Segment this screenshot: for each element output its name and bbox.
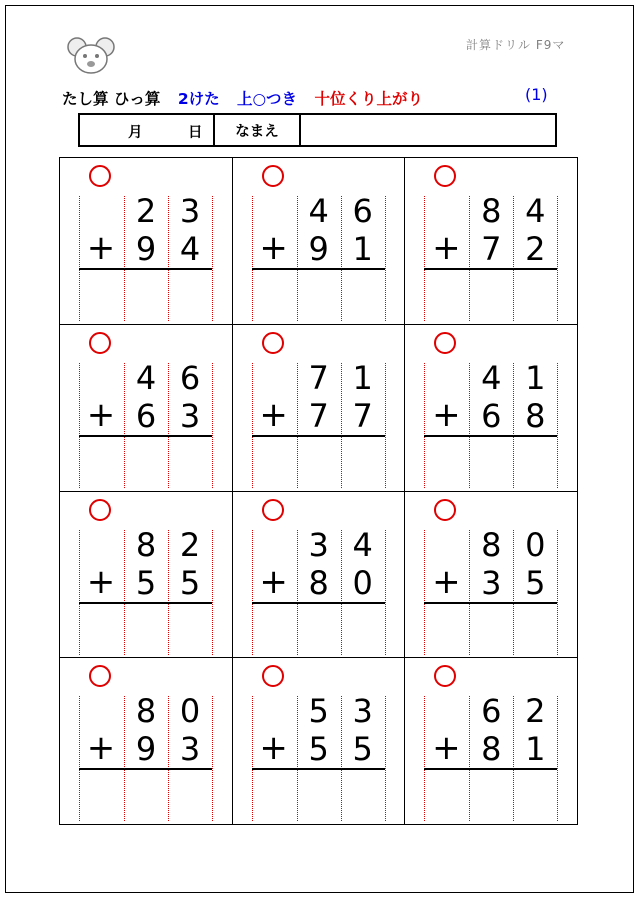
- bottom-digit: 8: [308, 563, 329, 602]
- sum-line: [79, 268, 212, 270]
- column-guide: [212, 363, 213, 488]
- name-field[interactable]: [301, 115, 555, 145]
- plus-sign: +: [259, 394, 288, 435]
- plus-sign: +: [432, 561, 461, 602]
- carry-circle[interactable]: [262, 665, 284, 687]
- carry-circle[interactable]: [89, 665, 111, 687]
- bottom-digit: 9: [135, 230, 157, 268]
- bottom-digit: 9: [135, 730, 157, 769]
- sum-line: [79, 602, 212, 604]
- bottom-digit: 5: [352, 730, 373, 769]
- bottom-digit: 7: [308, 396, 329, 435]
- carry-circle[interactable]: [262, 499, 284, 521]
- problem-cell: [60, 158, 233, 325]
- top-digit: 6: [352, 192, 373, 230]
- top-digit: 6: [481, 692, 502, 731]
- answer-area[interactable]: [424, 605, 557, 650]
- bottom-digit: 1: [525, 730, 546, 769]
- top-digit: 4: [481, 358, 502, 397]
- mouse-mascot-icon: [66, 36, 116, 76]
- column-guide: [385, 363, 386, 488]
- carry-circle[interactable]: [434, 499, 456, 521]
- sum-line: [79, 768, 212, 770]
- answer-area[interactable]: [252, 271, 385, 316]
- top-digit: 0: [525, 525, 546, 564]
- problem-cell: [405, 492, 578, 659]
- column-guide: [557, 696, 558, 821]
- column-guide: [212, 696, 213, 821]
- plus-sign: +: [259, 561, 288, 602]
- bottom-digit: 4: [179, 230, 201, 268]
- plus-sign: +: [86, 728, 116, 769]
- carry-circle[interactable]: [89, 165, 111, 187]
- plus-sign: +: [432, 728, 461, 769]
- bottom-digit: 5: [308, 730, 329, 769]
- bottom-digit: 7: [481, 230, 502, 268]
- sheet-number: (1): [525, 85, 548, 104]
- plus-sign: +: [86, 561, 116, 602]
- title-part-carry-mark: 上○つき: [237, 90, 298, 108]
- bottom-digit: 3: [481, 563, 502, 602]
- bottom-digit: 2: [525, 230, 546, 268]
- top-digit: 8: [481, 192, 502, 230]
- problem-cell: [60, 325, 233, 492]
- top-digit: 1: [352, 358, 373, 397]
- sum-line: [252, 268, 385, 270]
- carry-circle[interactable]: [262, 332, 284, 354]
- top-digit: 5: [308, 692, 329, 731]
- plus-sign: +: [259, 228, 288, 268]
- bottom-digit: 5: [525, 563, 546, 602]
- drill-code: 計算ドリル F9マ: [466, 38, 566, 52]
- column-guide: [212, 530, 213, 655]
- column-guide: [385, 196, 386, 321]
- top-digit: 8: [135, 525, 157, 564]
- problem-cell: [405, 158, 578, 325]
- answer-area[interactable]: [424, 771, 557, 816]
- problem-cell: [233, 158, 406, 325]
- bottom-digit: 7: [352, 396, 373, 435]
- top-digit: 6: [179, 358, 201, 397]
- bottom-digit: 5: [179, 563, 201, 602]
- column-guide: [557, 363, 558, 488]
- top-digit: 4: [525, 192, 546, 230]
- top-digit: 2: [179, 525, 201, 564]
- problem-cell: [233, 492, 406, 659]
- column-guide: [385, 530, 386, 655]
- carry-circle[interactable]: [89, 332, 111, 354]
- sum-line: [424, 768, 557, 770]
- top-digit: 4: [352, 525, 373, 564]
- bottom-digit: 3: [179, 396, 201, 435]
- answer-area[interactable]: [424, 438, 557, 483]
- day-label: 日: [188, 125, 203, 141]
- answer-area[interactable]: [252, 771, 385, 816]
- problem-grid: [59, 157, 578, 825]
- name-label: なまえ: [215, 115, 301, 145]
- problem-cell: [60, 492, 233, 659]
- problem-cell: [233, 325, 406, 492]
- plus-sign: +: [259, 728, 288, 769]
- top-digit: 2: [525, 692, 546, 731]
- carry-circle[interactable]: [262, 165, 284, 187]
- problem-cell: [405, 658, 578, 825]
- problem-cell: [233, 658, 406, 825]
- top-digit: 4: [135, 358, 157, 397]
- column-guide: [557, 196, 558, 321]
- carry-circle[interactable]: [89, 499, 111, 521]
- problem-cell: [60, 658, 233, 825]
- bottom-digit: 3: [179, 730, 201, 769]
- plus-sign: +: [432, 228, 461, 268]
- sum-line: [79, 435, 212, 437]
- problem-cell: [405, 325, 578, 492]
- carry-circle[interactable]: [434, 665, 456, 687]
- sum-line: [424, 435, 557, 437]
- bottom-digit: 8: [481, 730, 502, 769]
- bottom-digit: 9: [308, 230, 329, 268]
- sum-line: [252, 602, 385, 604]
- answer-area[interactable]: [79, 771, 212, 816]
- top-digit: 3: [179, 192, 201, 230]
- bottom-digit: 6: [135, 396, 157, 435]
- bottom-digit: 5: [135, 563, 157, 602]
- plus-sign: +: [86, 228, 116, 268]
- carry-circle[interactable]: [434, 332, 456, 354]
- answer-area[interactable]: [252, 605, 385, 650]
- top-digit: 7: [308, 358, 329, 397]
- date-field[interactable]: [80, 115, 215, 145]
- plus-sign: +: [86, 394, 116, 435]
- column-guide: [557, 530, 558, 655]
- top-digit: 0: [179, 692, 201, 731]
- month-label: 月: [128, 125, 143, 141]
- answer-area[interactable]: [424, 271, 557, 316]
- top-digit: 8: [135, 692, 157, 731]
- answer-area[interactable]: [79, 605, 212, 650]
- column-guide: [212, 196, 213, 321]
- top-digit: 3: [352, 692, 373, 731]
- bottom-digit: 8: [525, 396, 546, 435]
- carry-circle[interactable]: [434, 165, 456, 187]
- bottom-digit: 0: [352, 563, 373, 602]
- answer-area[interactable]: [79, 271, 212, 316]
- sum-line: [252, 768, 385, 770]
- bottom-digit: 6: [481, 396, 502, 435]
- name-date-box: [78, 113, 557, 147]
- sum-line: [424, 602, 557, 604]
- answer-area[interactable]: [79, 438, 212, 483]
- top-digit: 2: [135, 192, 157, 230]
- bottom-digit: 1: [352, 230, 373, 268]
- title-part-addition: たし算 ひっ算: [62, 90, 161, 108]
- title-part-digits: 2けた: [177, 90, 220, 108]
- top-digit: 1: [525, 358, 546, 397]
- top-digit: 4: [308, 192, 329, 230]
- sum-line: [252, 435, 385, 437]
- top-digit: 8: [481, 525, 502, 564]
- sum-line: [424, 268, 557, 270]
- plus-sign: +: [432, 394, 461, 435]
- answer-area[interactable]: [252, 438, 385, 483]
- top-digit: 3: [308, 525, 329, 564]
- worksheet-title: [62, 87, 423, 109]
- title-part-tens-carry: 十位くり上がり: [314, 90, 423, 108]
- column-guide: [385, 696, 386, 821]
